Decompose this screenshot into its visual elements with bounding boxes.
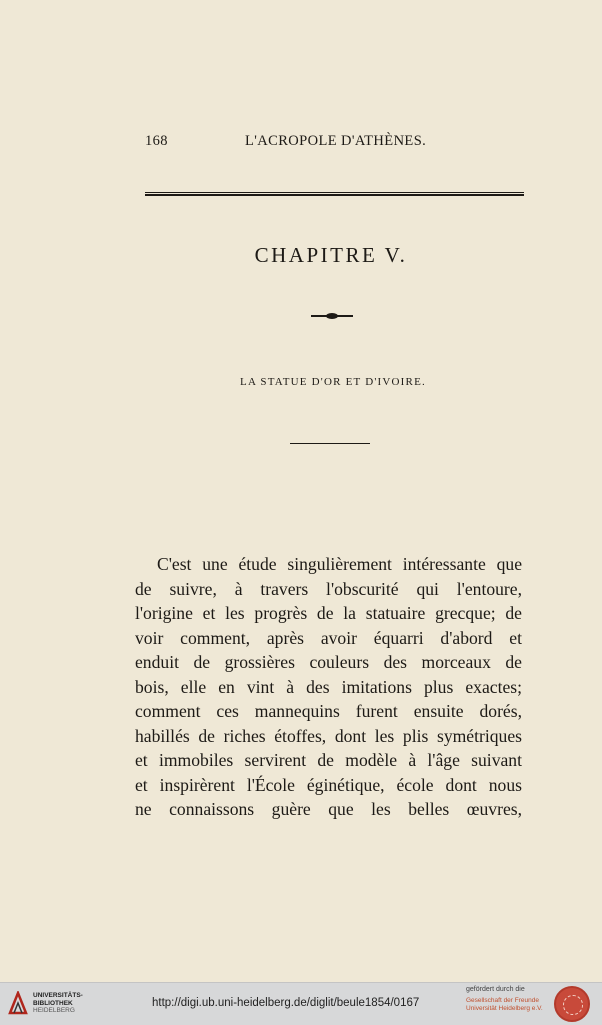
sponsor-name-line: Gesellschaft der Freunde: [466, 997, 539, 1004]
text-line: enduit de grossières couleurs des morceaux de: [135, 652, 522, 672]
library-logo-icon: [8, 991, 28, 1015]
ornament-divider: [311, 315, 353, 317]
text-line: ne connaissons guère que les belles œuvres,: [135, 799, 522, 819]
text-line: l'origine et les progrès de la statuaire grecque; de: [135, 603, 522, 623]
library-name-line: HEIDELBERG: [33, 1007, 75, 1014]
running-title: L'ACROPOLE D'ATHÈNES.: [245, 133, 427, 149]
university-seal-icon: [554, 986, 590, 1022]
library-name-line: BIBLIOTHEK: [33, 999, 73, 1007]
section-rule: [290, 443, 370, 444]
text-line: voir comment, après avoir équarri d'abord et: [135, 627, 522, 648]
sponsor-label: gefördert durch die: [466, 986, 525, 993]
sponsor-name: [466, 997, 543, 1013]
permalink[interactable]: http://digi.ub.uni-heidelberg.de/diglit/beule1854/0167: [152, 997, 420, 1009]
text-line: bois, elle en vint à des imitations plus exactes;: [135, 676, 522, 697]
library-name: [33, 992, 83, 1015]
text-line: C'est une étude singulièrement intéressante que: [157, 554, 522, 574]
text-line: de suivre, à travers l'obscurité qui l'entoure,: [135, 578, 522, 599]
chapter-subtitle: LA STATUE D'OR ET D'IVOIRE.: [240, 376, 426, 388]
running-head: [145, 133, 525, 153]
body-paragraph: [135, 552, 522, 822]
header-rule: [145, 192, 524, 196]
text-line: habillés de riches étoffes, dont les plis symétriques: [135, 725, 522, 746]
library-name-line: UNIVERSITÄTS-: [33, 992, 83, 999]
text-line: comment ces mannequins furent ensuite dorés,: [135, 701, 522, 721]
text-line: et immobiles servirent de modèle à l'âge suivant: [135, 750, 522, 770]
text-line: et inspirèrent l'École éginétique, école dont nous: [135, 774, 522, 795]
chapter-title: CHAPITRE V.: [254, 243, 408, 267]
sponsor-name-line: Universität Heidelberg e.V.: [466, 1005, 543, 1012]
page-number: 168: [145, 133, 168, 149]
viewer-footer: [0, 982, 602, 1025]
